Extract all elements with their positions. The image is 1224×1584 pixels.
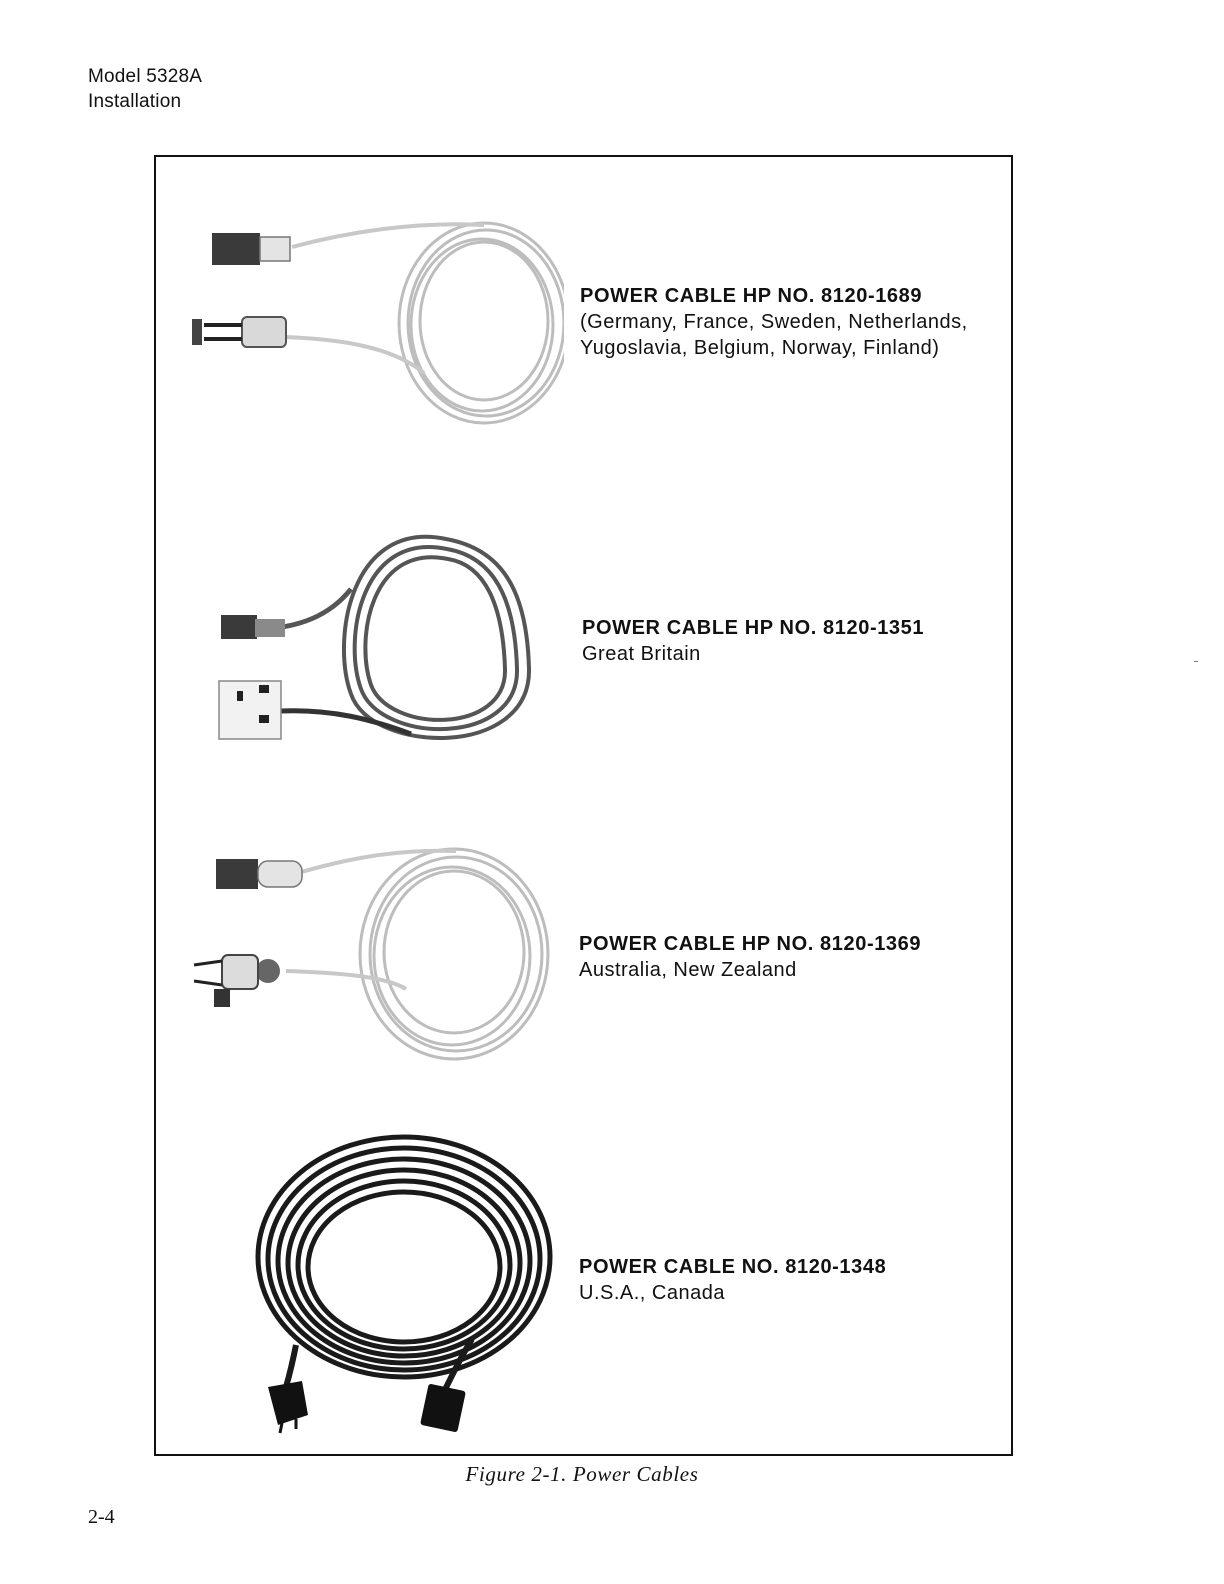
cable-countries: (Germany, France, Sweden, Netherlands, <box>580 311 968 333</box>
cable-entry-3 <box>579 931 921 983</box>
cable-countries: Yugoslavia, Belgium, Norway, Finland) <box>580 337 940 359</box>
british-plug-cable-icon <box>211 519 551 759</box>
australian-plug-cable-icon <box>186 839 556 1069</box>
us-plug-cable-icon <box>236 1125 556 1435</box>
page-number: 2-4 <box>88 1506 115 1528</box>
scan-artifact <box>1194 661 1198 662</box>
cable-title: POWER CABLE NO. 8120-1348 <box>579 1256 887 1278</box>
cable-countries: U.S.A., Canada <box>579 1282 725 1304</box>
european-plug-cable-icon <box>184 213 564 433</box>
figure-frame <box>154 155 1013 1456</box>
page-header <box>88 64 202 114</box>
cable-entry-1 <box>580 283 968 361</box>
cable-title: POWER CABLE HP NO. 8120-1369 <box>579 933 922 955</box>
cable-entry-2 <box>582 615 924 667</box>
cable-title: POWER CABLE HP NO. 8120-1351 <box>582 617 925 639</box>
cable-title: POWER CABLE HP NO. 8120-1689 <box>580 285 923 307</box>
section-title: Installation <box>88 91 182 112</box>
cable-countries: Great Britain <box>582 643 701 665</box>
model-title: Model 5328A <box>88 66 203 87</box>
figure-caption: Figure 2-1. Power Cables <box>465 1462 699 1486</box>
cable-entry-4 <box>579 1254 886 1306</box>
cable-countries: Australia, New Zealand <box>579 959 797 981</box>
